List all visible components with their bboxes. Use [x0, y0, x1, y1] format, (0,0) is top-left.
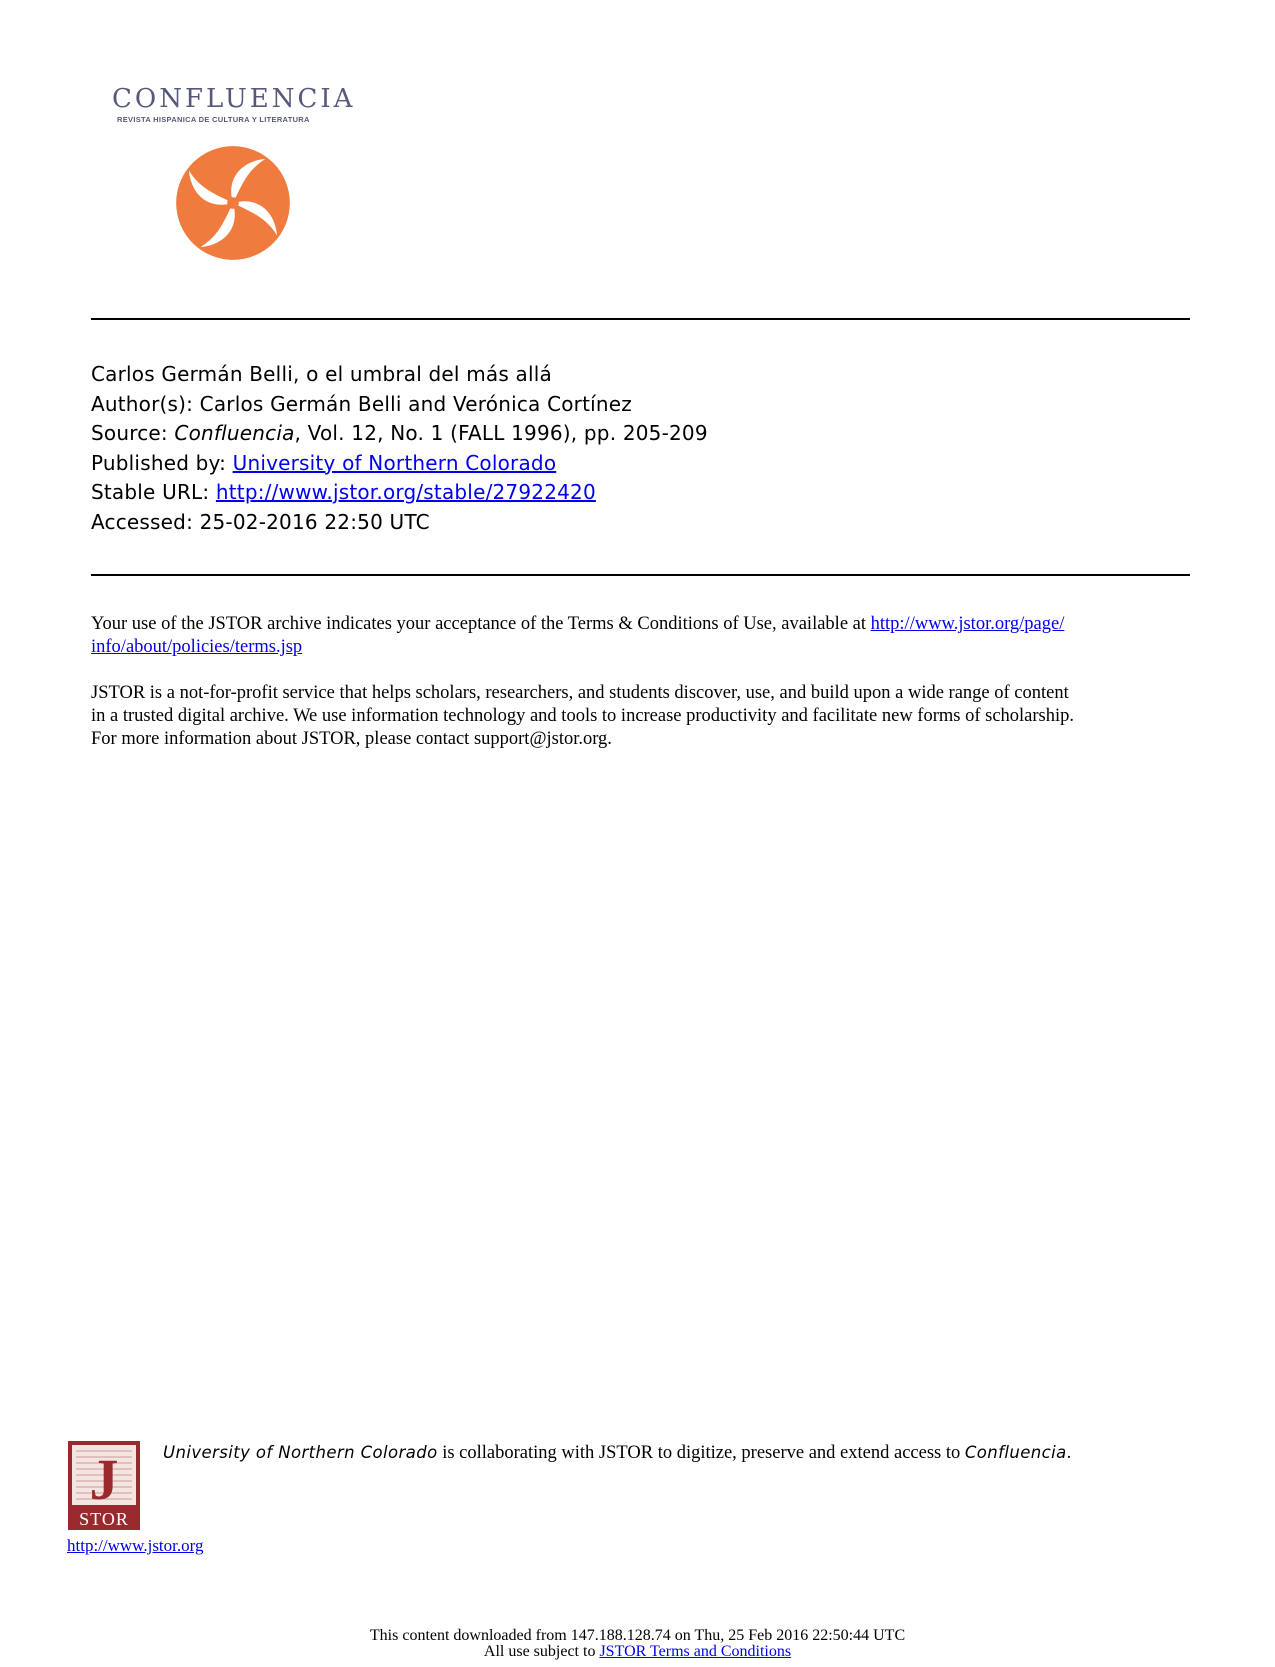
- article-title: Carlos Germán Belli, o el umbral del más allá: [91, 362, 552, 386]
- terms-and-conditions-link[interactable]: JSTOR Terms and Conditions: [599, 1643, 792, 1660]
- citation-block: [91, 360, 708, 537]
- collab-org: University of Northern Colorado: [163, 1443, 438, 1462]
- publisher-link[interactable]: University of Northern Colorado: [232, 450, 557, 475]
- source-line: [91, 419, 708, 449]
- stable-url-line: [91, 478, 708, 508]
- jstor-logo-word: STOR: [79, 1509, 129, 1529]
- about-line-2: in a trusted digital archive. We use information technology and tools to increase productivity and facilitate new forms of scholarship.: [91, 706, 1075, 726]
- use-prefix: All use subject to: [483, 1643, 600, 1660]
- accessed-value: 25-02-2016 22:50 UTC: [199, 509, 430, 534]
- bottom-divider: [91, 574, 1190, 576]
- terms-link-part2[interactable]: info/about/policies/terms.jsp: [91, 637, 303, 657]
- authors-value: Carlos Germán Belli and Verónica Cortínez: [199, 391, 632, 416]
- jstor-logo-icon: [68, 1441, 140, 1530]
- download-notice: This content downloaded from 147.188.128.74 on Thu, 25 Feb 2016 22:50:44 UTC: [369, 1627, 906, 1644]
- accessed-label: Accessed:: [91, 509, 194, 534]
- confluencia-swirl-logo-icon: [175, 145, 291, 261]
- journal-logo-name: CONFLUENCIA: [112, 84, 356, 114]
- collab-end: .: [1066, 1443, 1072, 1463]
- jstor-home-link[interactable]: http://www.jstor.org: [67, 1536, 204, 1555]
- collaboration-statement: [163, 1441, 1071, 1465]
- publisher-line: [91, 449, 708, 479]
- source-label: Source:: [91, 421, 168, 445]
- collab-journal: Confluencia: [964, 1443, 1067, 1462]
- terms-text: Your use of the JSTOR archive indicates your acceptance of the Terms & Conditions of Use, available at: [91, 614, 871, 634]
- authors-label: Author(s):: [91, 391, 194, 416]
- collab-text: is collaborating with JSTOR to digitize, preserve and extend access to: [437, 1443, 965, 1463]
- terms-link-part1[interactable]: http://www.jstor.org/page/: [870, 614, 1065, 634]
- stable-url-link[interactable]: http://www.jstor.org/stable/27922420: [215, 480, 596, 504]
- authors-line: [91, 390, 708, 420]
- source-journal: Confluencia: [174, 421, 295, 445]
- use-notice: [0, 1643, 1275, 1660]
- jstor-logo-letter: J: [89, 1447, 119, 1512]
- top-divider: [91, 318, 1190, 320]
- journal-logo-subtitle: REVISTA HISPANICA DE CULTURA Y LITERATURA: [117, 115, 310, 124]
- about-line-3: For more information about JSTOR, please contact support@jstor.org.: [91, 729, 612, 749]
- publisher-label: Published by:: [91, 450, 227, 475]
- jstor-about-paragraph: [91, 682, 1201, 751]
- terms-paragraph: [91, 613, 1201, 659]
- accessed-line: [91, 508, 708, 538]
- stable-url-label: Stable URL:: [91, 480, 210, 504]
- about-line-1: JSTOR is a not-for-profit service that helps scholars, researchers, and students discover, use, and build upon a wide range of content: [91, 683, 1069, 703]
- source-detail: , Vol. 12, No. 1 (FALL 1996), pp. 205-209: [294, 421, 708, 445]
